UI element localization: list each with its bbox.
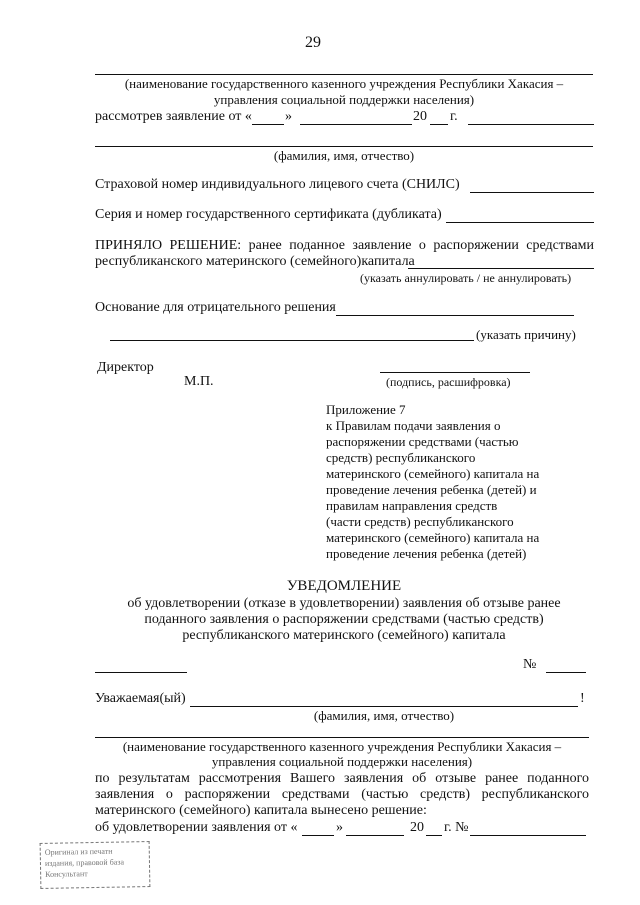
- decision-text-2: республиканского материнского (семейного)капитала: [95, 254, 415, 269]
- decision-blank[interactable]: [408, 268, 594, 269]
- institution-blank-line[interactable]: [95, 74, 593, 75]
- reviewed-year-blank[interactable]: [430, 124, 448, 125]
- reviewed-year-suffix: г.: [450, 109, 458, 124]
- notice-body-line: материнского (семейного) капитала вынесено решение:: [95, 803, 427, 818]
- satisfy-year-blank[interactable]: [426, 835, 442, 836]
- appendix-line: средств) республиканского: [326, 450, 476, 465]
- satisfy-month-blank[interactable]: [346, 835, 404, 836]
- notice-body-line: заявления о распоряжении средствами (частью средств) республиканского: [95, 787, 589, 802]
- satisfy-number-blank[interactable]: [470, 835, 586, 836]
- certificate-blank[interactable]: [446, 222, 594, 223]
- dear-exclamation: !: [580, 691, 585, 706]
- notice-date-blank[interactable]: [95, 672, 187, 673]
- dear-name-blank[interactable]: [190, 706, 578, 707]
- reviewed-day-blank[interactable]: [252, 124, 284, 125]
- signature-blank[interactable]: [380, 372, 530, 373]
- notice-number-blank[interactable]: [546, 672, 586, 673]
- reviewed-label: рассмотрев заявление от «: [95, 109, 252, 124]
- notice-subtitle-line: республиканского материнского (семейного) капитала: [182, 628, 506, 643]
- mp-label: М.П.: [184, 374, 214, 389]
- reviewed-month-blank[interactable]: [300, 124, 412, 125]
- certificate-label: Серия и номер государственного сертификата (дубликата): [95, 207, 442, 222]
- appendix-line: распоряжении средствами (частью: [326, 434, 519, 449]
- snils-label: Страховой номер индивидуального лицевого счета (СНИЛС): [95, 177, 460, 192]
- satisfy-label: об удовлетворении заявления от «: [95, 820, 298, 835]
- appendix-line: правилам направления средств: [326, 498, 498, 513]
- reason-hint: (указать причину): [476, 327, 576, 342]
- basis-label: Основание для отрицательного решения: [95, 300, 336, 315]
- director-label: Директор: [97, 360, 154, 375]
- source-stamp: [40, 841, 151, 889]
- reviewed-quote: »: [285, 109, 292, 124]
- notice-subtitle-line: поданного заявления о распоряжении средствами (частью средств): [144, 612, 544, 627]
- reviewed-year-prefix: 20: [413, 109, 427, 124]
- notice-title: УВЕДОМЛЕНИЕ: [286, 578, 402, 594]
- decision-hint: (указать аннулировать / не аннулировать): [360, 271, 572, 285]
- dear-label: Уважаемая(ый): [95, 691, 186, 706]
- appendix-line: Приложение 7: [326, 402, 406, 417]
- notice-subtitle-line: об удовлетворении (отказе в удовлетворении) заявления об отзыве ранее: [127, 596, 561, 611]
- snils-blank[interactable]: [470, 192, 594, 193]
- appendix-line: материнского (семейного) капитала на: [326, 530, 540, 545]
- appendix-line: к Правилам подачи заявления о: [326, 418, 501, 433]
- fio-blank-line[interactable]: [95, 146, 593, 147]
- appendix-line: (части средств) республиканского: [326, 514, 514, 529]
- dear-fio-caption: (фамилия, имя, отчество): [313, 708, 455, 723]
- notice-institution-caption: (наименование государственного казенного учреждения Республики Хакасия –: [122, 739, 562, 754]
- satisfy-day-blank[interactable]: [302, 835, 334, 836]
- signature-hint: (подпись, расшифровка): [386, 375, 511, 389]
- appendix-line: материнского (семейного) капитала на: [326, 466, 540, 481]
- notice-number-sign: №: [523, 657, 537, 672]
- notice-body-line: по результатам рассмотрения Вашего заявления об отзыве ранее поданного: [95, 771, 589, 786]
- stamp-line: Оригинал из печатн: [44, 846, 113, 857]
- satisfy-year-suffix: г. №: [444, 820, 469, 835]
- decision-text: ПРИНЯЛО РЕШЕНИЕ: ранее поданное заявление о распоряжении средствами: [95, 238, 594, 253]
- reason-blank[interactable]: [110, 340, 474, 341]
- fio-caption: (фамилия, имя, отчество): [273, 148, 415, 163]
- satisfy-year-prefix: 20: [410, 820, 424, 835]
- stamp-line: Консультант: [45, 869, 88, 879]
- notice-institution-blank[interactable]: [95, 737, 589, 738]
- institution-caption-2: управления социальной поддержки населения): [213, 92, 475, 107]
- satisfy-quote: »: [336, 820, 343, 835]
- appendix-line: проведение лечения ребенка (детей): [326, 546, 527, 561]
- page-number: 29: [305, 34, 321, 51]
- institution-caption: (наименование государственного казенного учреждения Республики Хакасия –: [124, 76, 564, 91]
- appendix-line: проведение лечения ребенка (детей) и: [326, 482, 537, 497]
- reviewed-applicant-blank[interactable]: [468, 124, 594, 125]
- stamp-line: издания, правовой база: [44, 857, 125, 868]
- notice-institution-caption-2: управления социальной поддержки населения): [211, 754, 473, 769]
- basis-blank[interactable]: [336, 315, 574, 316]
